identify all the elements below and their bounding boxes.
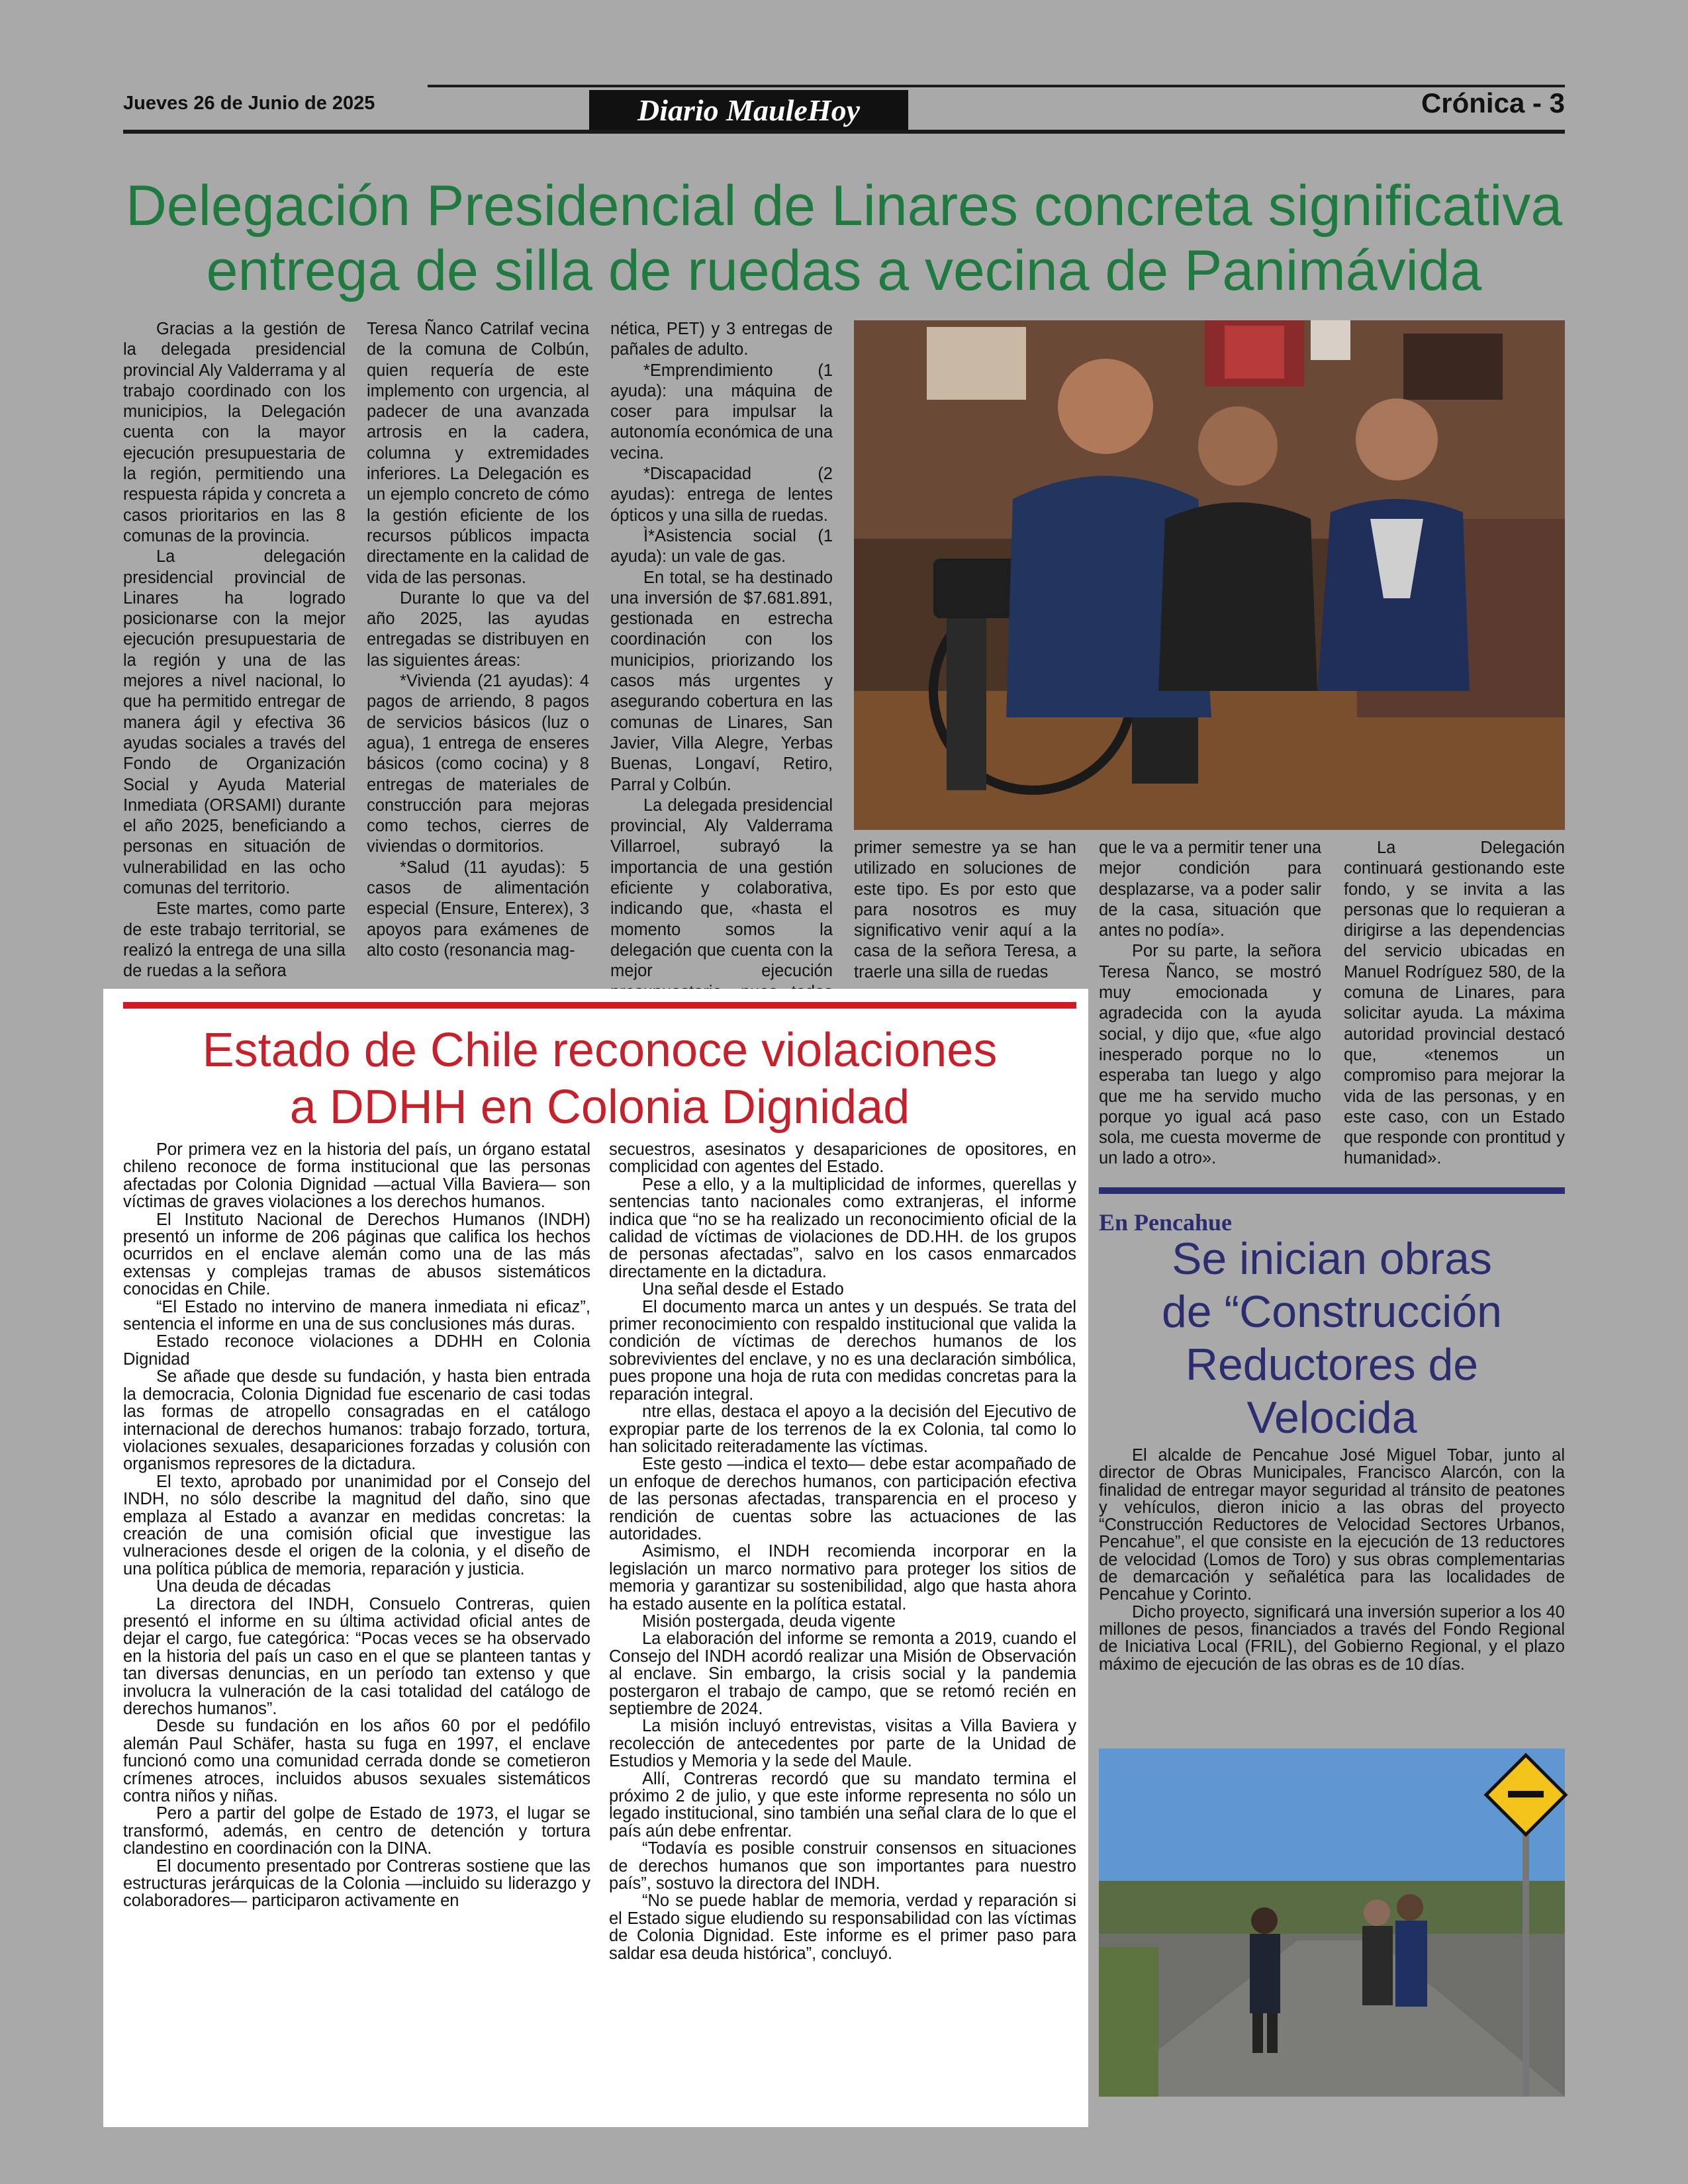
- article1-column-2: [367, 319, 589, 987]
- paragraph: ntre ellas, destaca el apoyo a la decisión del Ejecutivo de expropiar parte de los terrenos de la ex Colonia, tal como lo han solicitado reiteradamente las víctimas.: [609, 1402, 1076, 1456]
- article3-headline: [1099, 1232, 1565, 1444]
- article3-body: [1099, 1447, 1565, 1738]
- paragraph: secuestros, asesinatos y desapariciones de opositores, en complicidad con agentes del Estado.: [609, 1140, 1076, 1177]
- paragraph: La directora del INDH, Consuelo Contreras, quien presentó el informe en su última actividad oficial antes de dejar el cargo, fue categórica: “Pocas veces se ha observado en la historia del país un caso en el que se planteen tantas y tan diversas denuncias, en un período tan extenso y que involucra la vulneración de la casi totalidad del catálogo de derechos humanos”.: [123, 1594, 590, 1718]
- paragraph: “No se puede hablar de memoria, verdad y reparación si el Estado sigue eludiendo su responsabilidad con las víctimas de Colonia Dignidad. Este informe es el primer paso para saldar esa deuda histórica”, concluyó.: [609, 1891, 1076, 1963]
- paragraph: que le va a permitir tener una mejor condición para desplazarse, va a poder salir de la casa, situación que antes no podía».: [1099, 839, 1321, 940]
- paragraph: Durante lo que va del año 2025, las ayudas entregadas se distribuyen en las siguientes áreas:: [367, 588, 589, 670]
- paragraph: La Delegación continuará gestionando este fondo, y se invita a las personas que lo requieran a dirigirse a las dependencias del servicio ubicadas en Manuel Rodríguez 580, de la comuna de Linares, para solicitar ayuda. La máxima autoridad provincial destacó que, «tenemos un compromiso para mejorar la vida de las personas, y en este caso, con un Estado que responde con prontitud y humanidad».: [1344, 839, 1565, 1168]
- paragraph: Ì*Asistencia social (1 ayuda): un vale de gas.: [610, 526, 833, 567]
- wheelchair-delivery-photo: [854, 320, 1565, 830]
- paragraph: El documento presentado por Contreras sostiene que las estructuras jerárquicas de la Colonia —incluido su liderazgo y colaboradores— participaron activamente en: [123, 1856, 590, 1911]
- article1-headline: Delegación Presidencial de Linares concreta significativa entrega de silla de ruedas a vecina de Panimávida: [125, 174, 1563, 302]
- paragraph: *Salud (11 ayudas): 5 casos de alimentación especial (Ensure, Enterex), 3 apoyos para exámenes de alto costo (resonancia mag-: [367, 858, 589, 960]
- article2-headline: [123, 1022, 1076, 1136]
- paragraph: Teresa Ñanco Catrilaf vecina de la comuna de Colbún, quien requería de este implemento con urgencia, al padecer de una avanzada artrosis en la cadera, columna y extremidades inferiores. La Delegación es un ejemplo concreto de cómo la gestión eficiente de los recursos públicos impacta directamente en la calidad de vida de las personas.: [367, 320, 589, 587]
- headline-line: Reductores de: [1185, 1340, 1479, 1390]
- article1-column-1: [123, 319, 346, 987]
- paragraph: *Emprendimiento (1 ayuda): una máquina de coser para impulsar la autonomía económica de una vecina.: [610, 361, 833, 463]
- article2-top-rule: [123, 1002, 1076, 1009]
- paragraph: nética, PET) y 3 entregas de pañales de adulto.: [610, 320, 833, 359]
- photo-illustration: [1099, 1749, 1565, 2097]
- paragraph: En total, se ha destinado una inversión de $7.681.891, gestionada en estrecha coordinación con los municipios, priorizando los casos más urgentes y asegurando cobertura en las comunas de Linares, San Javier, Villa Alegre, Yerbas Buenas, Longaví, Retiro, Parral y Colbún.: [610, 568, 833, 794]
- header-rule-top: [428, 85, 1565, 87]
- paragraph: “Todavía es posible construir consensos en situaciones de derechos humanos que son importantes para nuestro país”, sostuvo la directora del INDH.: [609, 1839, 1076, 1893]
- paragraph: “El Estado no intervino de manera inmediata ni eficaz”, sentencia el informe en una de sus conclusiones más duras.: [123, 1297, 590, 1334]
- paragraph: Pese a ello, y a la multiplicidad de informes, querellas y sentencias tanto nacionales como extranjeras, el informe indica que “no se ha realizado un reconocimiento oficial de la calidad de víctimas de violaciones de DD.HH. de los grupos de personas afectadas”, salvo en los casos enmarcados directamente en la dictadura.: [609, 1175, 1076, 1281]
- paragraph: El documento marca un antes y un después. Se trata del primer reconocimiento con respaldo institucional que valida la condición de víctimas de derechos humanos de los sobrevivientes del enclave, y no es una declaración simbólica, pues propone una hoja de ruta con medidas concretas para la reparación integral.: [609, 1297, 1076, 1404]
- paragraph: La delegación presidencial provincial de Linares ha logrado posicionarse con la mejor ejecución presupuestaria de la región y una de las mejores a nivel nacional, lo que ha permitido entregar de manera ágil y efectiva 36 ayudas sociales a través del Fondo de Organización Social y Ayuda Material Inmediata (ORSAMI) durante el año 2025, beneficiando a personas en situación de vulnerabilidad en las ocho comunas del territorio.: [123, 547, 346, 898]
- paragraph: Pero a partir del golpe de Estado de 1973, el lugar se transformó, además, en centro de detención y tortura clandestino en coordinación con la DINA.: [123, 1804, 590, 1858]
- subheading: Una señal desde el Estado: [642, 1280, 844, 1299]
- article3-top-rule: [1099, 1187, 1565, 1194]
- paragraph: Dicho proyecto, significará una inversión superior a los 40 millones de pesos, financiados a través del Fondo Regional de Iniciativa Local (FRIL), del Gobierno Regional, y el plazo máximo de ejecución de las obras es de 10 días.: [1099, 1602, 1565, 1674]
- issue-date: Jueves 26 de Junio de 2025: [123, 93, 375, 114]
- article1-column-4: [854, 838, 1076, 987]
- paragraph: El Instituto Nacional de Derechos Humanos (INDH) presentó un informe de 206 páginas que califica los hechos ocurridos en el enclave alemán como una de las más extensas y complejas tramas de abusos sistemáticos conocidas en Chile.: [123, 1210, 590, 1299]
- article2-column-2: [609, 1141, 1076, 2120]
- header-rule-bottom: [123, 130, 1565, 134]
- headline-line: Velocida: [1246, 1392, 1417, 1443]
- paragraph: Estado reconoce violaciones a DDHH en Colonia Dignidad: [123, 1332, 590, 1369]
- paragraph: Allí, Contreras recordó que su mandato termina el próximo 2 de julio, y que este informe representa no sólo un legado institucional, sino también una señal clara de lo que el país aún debe enfrentar.: [609, 1769, 1076, 1841]
- article2-column-1: [123, 1141, 590, 2120]
- paragraph: Este martes, como parte de este trabajo territorial, se realizó la entrega de una silla de ruedas a la señora: [123, 899, 346, 981]
- paragraph: primer semestre ya se han utilizado en soluciones de este tipo. Es por esto que para nosotros es muy significativo venir aquí a la casa de la señora Teresa, a traerle una silla de ruedas: [854, 839, 1076, 981]
- paragraph: *Discapacidad (2 ayudas): entrega de lentes ópticos y una silla de ruedas.: [610, 465, 833, 525]
- headline-line: Se inician obras: [1172, 1234, 1492, 1284]
- paragraph: La elaboración del informe se remonta a 2019, cuando el Consejo del INDH acordó realizar una Misión de Observación al enclave. Sin embargo, la crisis social y la pandemia postergaron el trabajo de campo, que se retomó recién en septiembre de 2024.: [609, 1629, 1076, 1718]
- paragraph: El texto, aprobado por unanimidad por el Consejo del INDH, no sólo describe la magnitud del daño, sino que emplaza al Estado a avanzar en medidas concretas: la creación de una comisión oficial que investigue las vulneraciones desde el origen de la colonia, y el diseño de una política pública de memoria, reparación y justicia.: [123, 1472, 590, 1578]
- paragraph: Por su parte, la señora Teresa Ñanco, se mostró muy emocionada y agradecida con la ayuda social, y dijo que, «fue algo inesperado porque no lo esperaba tan luego y algo que me ha servido mucho porque yo igual acá paso sola, me cuesta moverme de un lado a otro».: [1099, 942, 1321, 1168]
- paragraph: Por primera vez en la historia del país, un órgano estatal chileno reconoce de forma institucional que las personas afectadas por Colonia Dignidad —actual Villa Baviera— son víctimas de graves violaciones a los derechos humanos.: [123, 1140, 590, 1212]
- subheading: Una deuda de décadas: [156, 1577, 331, 1596]
- paragraph: Desde su fundación en los años 60 por el pedófilo alemán Paul Schäfer, hasta su fuga en 1997, el enclave funcionó como una comunidad cerrada donde se cometieron crímenes atroces, incluidos abusos sexuales sistemáticos contra niños y niñas.: [123, 1717, 590, 1806]
- headline-line: Estado de Chile reconoce violaciones: [202, 1024, 998, 1077]
- paragraph: Este gesto —indica el texto— debe estar acompañado de un enfoque de derechos humanos, con participación efectiva de las personas afectadas, transparencia en el proceso y rendición de cuentas sobre las actuaciones de las autoridades.: [609, 1455, 1076, 1543]
- article1-column-3: [610, 319, 833, 987]
- newspaper-logo: Diario MauleHoy: [589, 90, 908, 131]
- paragraph: *Vivienda (21 ayudas): 4 pagos de arriendo, 8 pagos de servicios básicos (luz o agua), 1 entrega de enseres básicos (como cocina) y 8 entregas de materiales de construcción para mejoras como techos, cierres de viviendas o dormitorios.: [367, 672, 589, 856]
- paragraph: Asimismo, el INDH recomienda incorporar en la legislación un marco normativo para proteger los sitios de memoria y garantizar su sostenibilidad, algo que hasta ahora ha estado ausente en la política estatal.: [609, 1542, 1076, 1614]
- headline-line: a DDHH en Colonia Dignidad: [289, 1081, 910, 1134]
- street-works-photo: [1099, 1749, 1565, 2097]
- paragraph: Se añade que desde su fundación, y hasta bien entrada la democracia, Colonia Dignidad fue escenario de casi todas las formas de atropello consagradas en el catálogo internacional de derechos humanos: trabajo forzado, tortura, violaciones sexuales, desapariciones forzadas y colusión con organismos represores de la dictadura.: [123, 1367, 590, 1474]
- article1-column-5: [1099, 838, 1321, 1169]
- paragraph: Gracias a la gestión de la delegada presidencial provincial Aly Valderrama y al trabajo coordinado con los municipios, la Delegación cuenta con la mayor ejecución presupuestaria de la región, permitiendo una respuesta rápida y concreta a casos prioritarios en las 8 comunas de la provincia.: [123, 320, 346, 545]
- paragraph: La misión incluyó entrevistas, visitas a Villa Baviera y recolección de antecedentes por parte de la Unidad de Estudios y Memoria y la sede del Maule.: [609, 1717, 1076, 1771]
- paragraph: La delegada presidencial provincial, Aly Valderrama Villarroel, subrayó la importancia de una gestión eficiente y colaborativa, indicando que, «hasta el momento somos la delegación que cuenta con la mejor ejecución: [610, 796, 833, 981]
- photo-illustration: [854, 320, 1565, 830]
- paragraph: El alcalde de Pencahue José Miguel Tobar, junto al director de Obras Municipales, Francisco Alarcón, con la finalidad de entregar mayor seguridad al tránsito de peatones y vehículos, dieron inicio a las obras del proyecto “Construcción Reductores de Velocidad Sectores Urbanos, Pencahue”, el que consiste en la ejecución de 13 reductores de velocidad (Lomos de Toro) y sus obras complementarias de demarcación y señalética para las localidades de Pencahue y Corinto.: [1099, 1446, 1565, 1604]
- subheading: Misión postergada, deuda vigente: [642, 1612, 896, 1631]
- headline-line: de “Construcción: [1161, 1287, 1503, 1337]
- section-page-label: Crónica - 3: [1421, 87, 1565, 118]
- article1-column-6: [1344, 838, 1565, 1169]
- article3-kicker: En Pencahue: [1099, 1209, 1233, 1236]
